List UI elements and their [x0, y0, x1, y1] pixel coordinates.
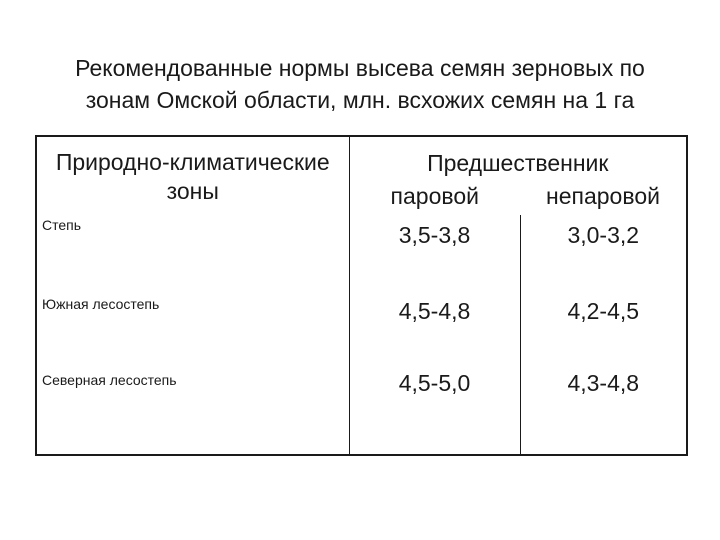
zone-name-cell: Южная лесостепь [36, 292, 349, 368]
table-row [36, 368, 687, 455]
slide-title-line-2: зонам Омской области, млн. всхожих семян на 1 га [85, 87, 635, 113]
predecessor-header: Предшественник [427, 150, 609, 176]
table-row [36, 292, 687, 368]
zone-name-cell: Степь [36, 215, 349, 292]
non-fallow-subheader: непаровой [546, 182, 660, 209]
slide-title [0, 52, 720, 116]
non-fallow-value-cell: 4,3-4,8 [567, 370, 640, 396]
zone-column-header: Природно-климатические зоны [36, 136, 349, 215]
seeding-norms-table [35, 135, 688, 456]
non-fallow-value-cell: 4,2-4,5 [567, 298, 640, 324]
non-fallow-value-cell: 3,0-3,2 [567, 222, 640, 248]
fallow-value-cell: 4,5-5,0 [349, 368, 520, 455]
zone-name-cell: Северная лесостепь [36, 368, 349, 455]
slide-title-line-1: Рекомендованные нормы высева семян зерновых по [75, 55, 645, 81]
fallow-value-cell: 4,5-4,8 [349, 292, 520, 368]
table-row [36, 215, 687, 292]
fallow-value-cell: 3,5-3,8 [349, 215, 520, 292]
fallow-subheader: паровой [390, 182, 479, 209]
